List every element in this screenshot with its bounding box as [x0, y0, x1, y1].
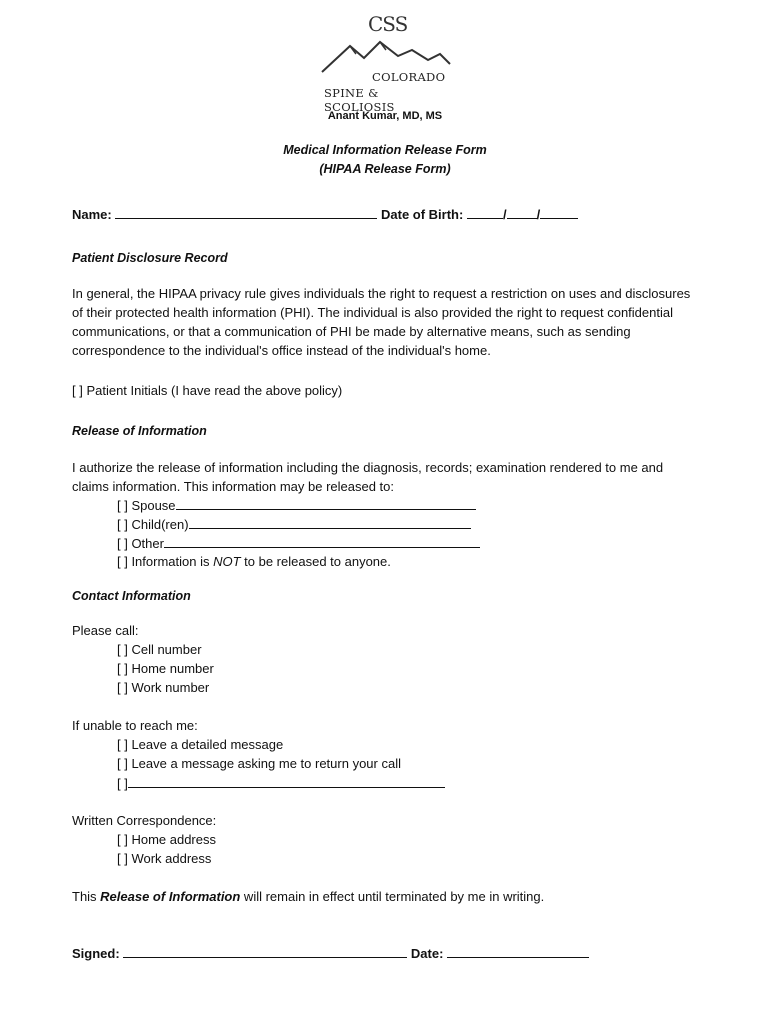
work-number-checkbox[interactable]: [ ] Work number: [117, 680, 210, 695]
release-body: I authorize the release of information including the diagnosis, records; examination rendered to me and claims information. This information may be released to:: [72, 460, 664, 494]
logo-mark: CSS: [368, 12, 408, 36]
clinic-logo: [320, 12, 452, 114]
form-subtitle: (HIPAA Release Form): [319, 162, 451, 176]
dob-month-field[interactable]: [467, 206, 503, 219]
name-field[interactable]: [115, 206, 377, 219]
release-heading: Release of Information: [72, 424, 207, 438]
home-number-checkbox[interactable]: [ ] Home number: [117, 661, 214, 676]
not-released-prefix: [ ] Information is: [117, 554, 214, 569]
signature-field[interactable]: [123, 945, 407, 958]
form-title: Medical Information Release Form: [283, 143, 487, 157]
dob-year-field[interactable]: [540, 206, 578, 219]
dob-separator: /: [502, 207, 507, 222]
home-address-checkbox[interactable]: [ ] Home address: [117, 832, 216, 847]
mountain-icon: [320, 34, 452, 74]
disclosure-body: In general, the HIPAA privacy rule gives individuals the right to request a restriction on uses and disclosures of their protected health information (PHI). The individual is also provided the right to request confidential communications, or that a communication of PHI be made by alternative means, such as sending correspondence to the individual's office instead of the individual's home.: [72, 286, 691, 358]
contact-heading: Contact Information: [72, 589, 191, 603]
dob-label: Date of Birth:: [381, 207, 464, 222]
please-call-label: Please call:: [72, 623, 139, 638]
unable-to-reach-label: If unable to reach me:: [72, 718, 198, 733]
closing-emphasis: Release of Information: [100, 889, 241, 904]
work-address-checkbox[interactable]: [ ] Work address: [117, 851, 212, 866]
name-label: Name:: [72, 207, 112, 222]
closing-statement: [72, 889, 544, 904]
dob-separator: /: [536, 207, 541, 222]
closing-prefix: This: [72, 889, 101, 904]
custom-contact-option[interactable]: [117, 775, 445, 791]
children-name-field[interactable]: [189, 516, 471, 529]
name-dob-row: [72, 206, 578, 222]
signature-date-field[interactable]: [447, 945, 589, 958]
return-call-checkbox[interactable]: [ ] Leave a message asking me to return your call: [117, 756, 401, 771]
signed-label: Signed:: [72, 946, 120, 961]
cell-number-checkbox[interactable]: [ ] Cell number: [117, 642, 202, 657]
date-label: Date:: [410, 946, 444, 961]
other-checkbox-label: [ ] Other: [117, 536, 164, 551]
disclosure-heading: Patient Disclosure Record: [72, 251, 228, 265]
children-option[interactable]: [117, 516, 471, 532]
logo-name-line1: COLORADO: [372, 70, 446, 84]
signature-row: [72, 945, 589, 961]
patient-initials-checkbox[interactable]: [ ] Patient Initials (I have read the above policy): [72, 383, 343, 398]
dob-day-field[interactable]: [507, 206, 537, 219]
logo-name-line2: SPINE & SCOLIOSIS: [324, 86, 395, 114]
detailed-message-checkbox[interactable]: [ ] Leave a detailed message: [117, 737, 284, 752]
other-name-field[interactable]: [164, 535, 480, 548]
children-checkbox-label: [ ] Child(ren): [117, 517, 189, 532]
spouse-option[interactable]: [117, 497, 476, 513]
custom-contact-field[interactable]: [128, 775, 445, 788]
not-released-suffix: to be released to anyone.: [240, 554, 391, 569]
spouse-checkbox-label: [ ] Spouse: [117, 498, 176, 513]
custom-contact-checkbox: [ ]: [117, 776, 128, 791]
spouse-name-field[interactable]: [176, 497, 476, 510]
closing-suffix: will remain in effect until terminated by me in writing.: [240, 889, 545, 904]
not-released-option[interactable]: [117, 554, 391, 569]
written-correspondence-label: Written Correspondence:: [72, 813, 217, 828]
doctor-name: Anant Kumar, MD, MS: [327, 110, 443, 122]
other-option[interactable]: [117, 535, 480, 551]
not-emphasis: NOT: [213, 554, 241, 569]
